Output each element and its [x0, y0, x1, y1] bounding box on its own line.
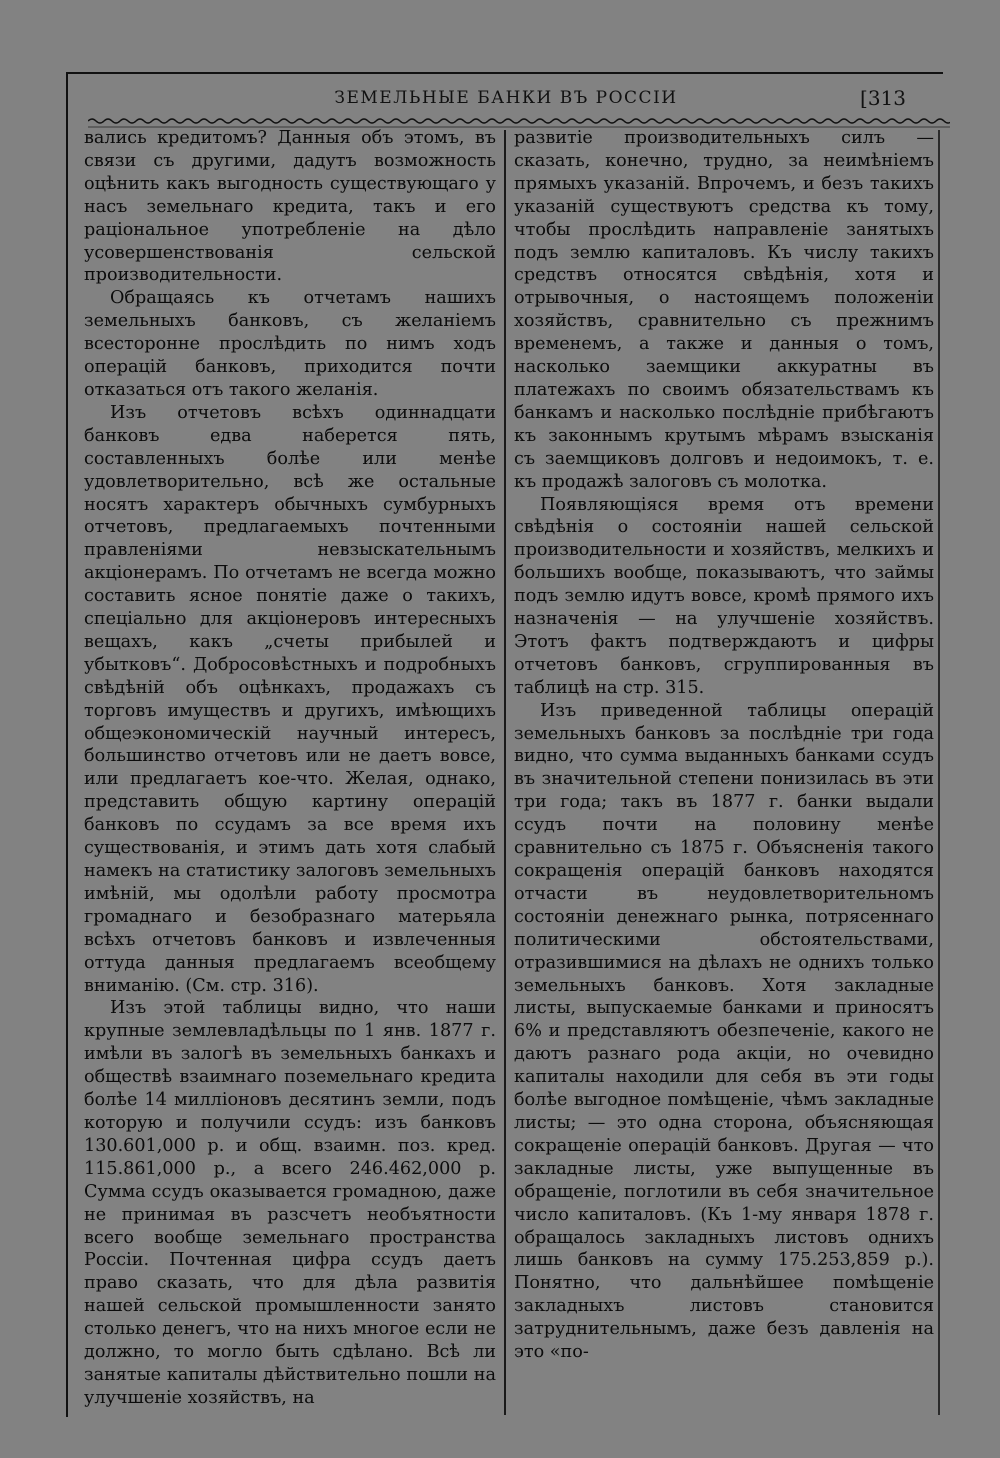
- paragraph: Обращаясь къ отчетамъ нашихъ земельныхъ банковъ, съ желаніемъ всесторонне прослѣдить по нимъ ходъ операцій банковъ, приходится почти отказаться отъ такого желанія.: [84, 288, 496, 400]
- running-title: ЗЕМЕЛЬНЫЕ БАНКИ ВЪ РОССІИ: [334, 88, 678, 108]
- column-divider: [504, 130, 506, 1415]
- page-header: [66, 86, 946, 116]
- paragraph: Появляющіяся время отъ времени свѣдѣнія о состояніи нашей сельской производительности и хозяйствъ, мелкихъ и большихъ вообще, показываютъ, что займы подъ землю идутъ вовсе, кромѣ прямого ихъ назначенія — на улучшеніе хозяйствъ. Этотъ фактъ подтверждаютъ и цифры отчетовъ банковъ, сгруппированныя въ таблицѣ на стр. 315.: [514, 494, 934, 698]
- page-frame-left-border: [66, 72, 68, 1417]
- left-text-column: [84, 127, 496, 1410]
- page-frame-top-border: [66, 72, 943, 74]
- paragraph: Изъ этой таблицы видно, что наши крупные землевладѣльцы по 1 янв. 1877 г. имѣли въ залогѣ въ земельныхъ банкахъ и обществѣ взаимнаго поземельнаго кредита болѣе 14 милліоновъ десятинъ земли, подъ которую и получили ссудъ: изъ банковъ 130.601,000 р. и общ. взаимн. поз. кред. 115.861,000 р., а всего 246.462,000 р. Сумма ссудъ оказывается громадною, даже не принимая въ разсчетъ необъятности всего вообще земельнаго пространства Россіи. Почтенная цифра ссудъ даетъ право сказать, что для дѣла развитія нашей сельской промышленности занято столько денегъ, что на нихъ многое если не должно, то могло быть сдѣлано. Всѣ ли занятые капиталы дѣйствительно пошли на улучшеніе хозяйствъ, на: [84, 998, 496, 1408]
- right-margin-rule: [938, 130, 940, 1415]
- paragraph: вались кредитомъ? Данныя объ этомъ, въ связи съ другими, дадутъ возможность оцѣнить какъ выгодность существующаго у насъ земельнаго кредита, такъ и его раціональное употребленіе на дѣло усовершенствованія сельской производительности.: [84, 128, 496, 286]
- right-text-column: [514, 127, 934, 1364]
- paragraph: Изъ отчетовъ всѣхъ одиннадцати банковъ едва наберется пять, составленныхъ болѣе или менѣе удовлетворительно, всѣ же остальные носятъ характеръ обычныхъ сумбурныхъ отчетовъ, предлагаемыхъ почтенными правленіями невзыскательнымъ акціонерамъ. По отчетамъ не всегда можно составить ясное понятіе даже о такихъ, спеціально для акціонеровъ интересныхъ вещахъ, какъ „счеты прибылей и убытковъ“. Добросовѣстныхъ и подробныхъ свѣдѣній объ оцѣнкахъ, продажахъ съ торговъ имуществъ и другихъ, имѣющихъ общеэкономическій научный интересъ, большинство отчетовъ или не даетъ вовсе, или предлагаетъ кое-что. Желая, однако, представить общую картину операцій банковъ по ссудамъ за все время ихъ существованія, и этимъ дать хотя слабый намекъ на статистику залоговъ земельныхъ имѣній, мы одолѣли работу просмотра громаднаго и безобразнаго матерьяла всѣхъ отчетовъ банковъ и извлеченныя оттуда данныя предлагаемъ всеобщему вниманію. (См. стр. 316).: [84, 402, 496, 996]
- page-number: [313: [860, 86, 906, 110]
- paragraph: Изъ приведенной таблицы операцій земельныхъ банковъ за послѣдніе три года видно, что сумма выданныхъ банками ссудъ въ значительной степени понизилась въ эти три года; такъ въ 1877 г. банки выдали ссудъ почти на половину менѣе сравнительно съ 1875 г. Объясненія такого сокращенія операцій банковъ находятся отчасти въ неудовлетворительномъ состояніи денежнаго рынка, потрясеннаго политическими обстоятельствами, отразившимися на дѣлахъ не однихъ только земельныхъ банковъ. Хотя закладные листы, выпускаемые банками и приносятъ 6% и представляютъ обезпеченіе, какого не даютъ разнаго рода акціи, но очевидно капиталы находили для себя въ эти годы болѣе выгодное помѣщеніе, чѣмъ закладные листы; — это одна сторона, объясняющая сокращеніе операцій банковъ. Другая — что закладные листы, уже выпущенные въ обращеніе, поглотили въ себя значительное число капиталовъ. (Къ 1-му января 1878 г. обращалось закладныхъ листовъ однихъ лишь банковъ на сумму 175.253,859 р.). Понятно, что дальнѣйшее помѣщеніе закладныхъ листовъ становится затруднительнымъ, даже безъ давленія на это «по-: [514, 700, 934, 1363]
- paragraph: развитіе производительныхъ силъ — сказать, конечно, трудно, за неимѣніемъ прямыхъ указаній. Впрочемъ, и безъ такихъ указаній существуютъ средства къ тому, чтобы прослѣдить направленіе занятыхъ подъ землю капиталовъ. Къ числу такихъ средствъ относятся свѣдѣнія, хотя и отрывочныя, о настоящемъ положеніи хозяйствъ, сравнительно съ прежнимъ временемъ, а также и данныя о томъ, насколько заемщики аккуратны въ платежахъ по своимъ обязательствамъ къ банкамъ и насколько послѣдніе прибѣгаютъ къ законнымъ крутымъ мѣрамъ взысканія съ заемщиковъ долговъ и недоимокъ, т. е. къ продажѣ залоговъ съ молотка.: [514, 128, 934, 492]
